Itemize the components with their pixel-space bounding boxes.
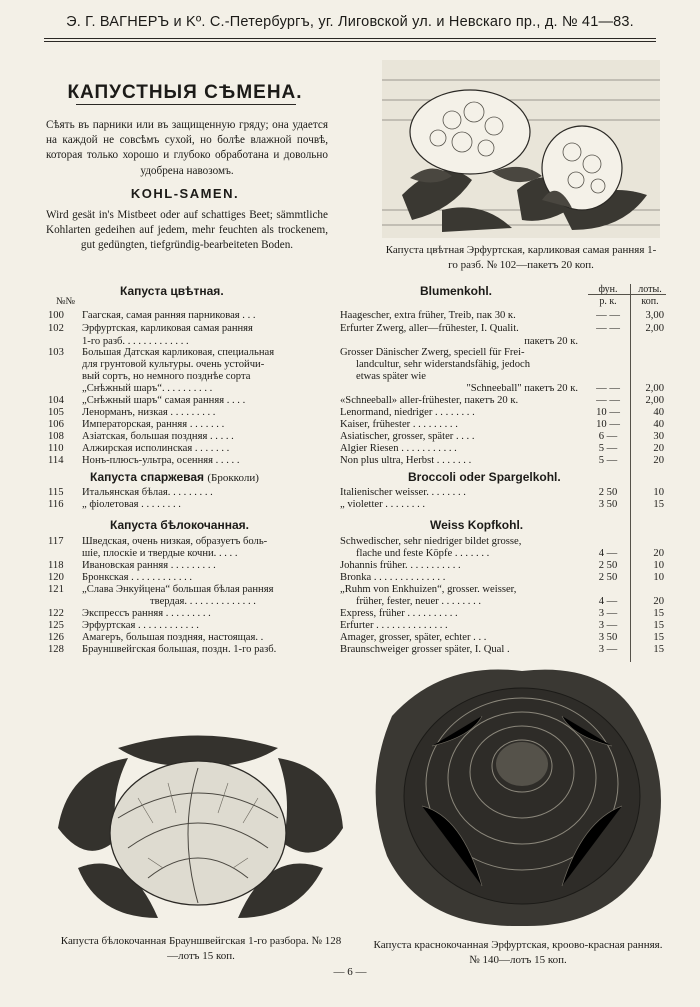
table-row: 121 „Слава Энкуйцена“ большая бѣлая ранняя „Ruhm von Enkhuizen“, grosser. weisser,	[48, 584, 517, 595]
table-row: 122 Экспрессъ ранняя . . . . . . . . . Express, früher . . . . . . . . . . 3 — 15	[48, 608, 664, 619]
table-row: 117 Шведская, очень низкая, образуетъ боль- Schwedischer, sehr niedriger bildet grosse,	[48, 536, 522, 547]
col-num-header: №№	[56, 296, 76, 307]
table-row: 100 Гаагская, самая ранняя парниковая . . . Haagescher, extra früher, Treib, пак 30 к. — — 3,00	[48, 310, 664, 321]
table-row: 118 Ивановская ранняя . . . . . . . . . Johannis früher. . . . . . . . . . . 2 50 10	[48, 560, 664, 571]
left-image-caption: Капуста бѣлокочанная Брауншвейгская 1-го разбора. № 128—лотъ 15 коп.	[60, 935, 342, 962]
table-row: 110 Алжирская исполинская . . . . . . . Algier Riesen . . . . . . . . . . . 5 — 20	[48, 443, 664, 454]
price-header-rule	[588, 294, 666, 295]
table-row: для грунтовой культуры. очень устойчи- landcultur, sehr widerstandsfähig, jedoch	[82, 359, 531, 370]
header-rule	[44, 38, 656, 39]
table-row: „Снѣжный шаръ“. . . . . . . . . . "Schneeball" пакетъ 20 к. — — 2,00	[82, 383, 664, 394]
col-price1-header: фун.	[598, 284, 618, 295]
table-row: твердая. . . . . . . . . . . . . . früher, fester, neuer . . . . . . . . 4 — 20	[150, 596, 664, 607]
intro-russian-text: Сѣять въ парники или въ защищенную гряду; она удается на каждой не совсѣмъ сухой, но болѣе влажной почвѣ, которая только хорошо и глубоко обработана и довольно удобрена навозомъ.	[46, 119, 328, 177]
table-row: вый сортъ, но немного позднѣе сорта etwas später wie	[82, 371, 427, 382]
table-row: 128 Брауншвейгская большая, поздн. 1-го разб. Braunschweiger grosser später, I. Qual . 3 — 15	[48, 644, 664, 655]
header-rule-thin	[44, 41, 656, 42]
section-1-title-ru: Капуста цвѣтная.	[120, 284, 224, 298]
right-image-caption: Капуста краснокочанная Эрфуртская, кроово-красная ранняя. № 140—лотъ 15 коп.	[373, 939, 663, 966]
section-1-title-de: Blumenkohl.	[420, 284, 493, 298]
kohl-samen-title: KOHL-SAMEN.	[130, 186, 240, 201]
table-row: 104 „Снѣжный шаръ“ самая ранняя . . . . «Schneeball» aller-frühester, пакетъ 20 к. — — 2,00	[48, 395, 664, 406]
page-number: — 6 —	[333, 966, 367, 978]
table-row: 114 Нонъ-плюсъ-ультра, осенняя . . . . . Non plus ultra, Herbst . . . . . . . 5 — 20	[48, 455, 664, 466]
red-cabbage-illustration	[362, 656, 678, 934]
white-cabbage-illustration	[48, 728, 348, 928]
table-row: 116 „ фіолетовая . . . . . . . . „ violetter . . . . . . . . 3 50 15	[48, 499, 664, 510]
section-3-title-ru: Капуста бѣлокочанная.	[110, 518, 249, 532]
section-3-title-de: Weiss Kopfkohl.	[430, 518, 524, 532]
table-row: 1-го разб. . . . . . . . . . . . . пакетъ 20 к.	[82, 336, 578, 347]
col-price2-header: лоты.	[638, 284, 662, 295]
title-underline	[76, 104, 296, 105]
table-row: 126 Амагеръ, большая поздняя, настоящая. . Amager, grosser, später, echter . . . 3 50 15	[48, 632, 664, 643]
section-2-note: (Брокколи)	[207, 472, 259, 484]
table-row: 125 Эрфуртская . . . . . . . . . . . . Erfurter . . . . . . . . . . . . . . 3 — 15	[48, 620, 664, 631]
section-title: КАПУСТНЫЯ СѢМЕНА.	[67, 82, 303, 103]
col-price2-sub: коп.	[641, 296, 659, 307]
cauliflower-illustration	[382, 60, 660, 238]
section-2-title-ru: Капуста спаржевая (Брокколи)	[90, 470, 259, 484]
page-header: Э. Г. ВАГНЕРЪ и Kº. С.-Петербургъ, уг. Лиговской ул. и Невскаго пр., д. № 41—83.	[66, 14, 634, 30]
section-2-title-de: Broccoli oder Spargelkohl.	[408, 470, 561, 484]
table-row: 108 Азіатская, большая поздняя . . . . . Asiatischer, grosser, später . . . . 6 — 30	[48, 431, 664, 442]
table-row: 106 Императорская, ранняя . . . . . . . Kaiser, frühester . . . . . . . . . 10 — 40	[48, 419, 664, 430]
table-row: 103 Большая Датская карликовая, специальная Grosser Dänischer Zwerg, speciell für Frei-	[48, 347, 525, 358]
table-row: шіе, плоскіе и твердые кочни. . . . . flache und feste Köpfe . . . . . . . 4 — 20	[82, 548, 664, 559]
top-image-caption: Капуста цвѣтная Эрфуртская, карликовая самая ранняя 1-го разб. № 102—пакетъ 20 коп.	[385, 244, 657, 271]
table-row: 115 Итальянская бѣлая. . . . . . . . . Italienischer weisser. . . . . . . . 2 50 10	[48, 487, 664, 498]
table-row: 120 Бронкская . . . . . . . . . . . . Bronka . . . . . . . . . . . . . . 2 50 10	[48, 572, 664, 583]
intro-german-text: Wird gesät in's Mistbeet oder auf schattiges Beet; sämmtliche Kohlarten gedeihen auf jedem, mehr feuchten als trockenem, gut gedüngten, tiefgründig-bearbeiteten Boden.	[46, 209, 328, 252]
table-row: 105 Ленорманъ, низкая . . . . . . . . . Lenormand, niedriger . . . . . . . . 10 — 40	[48, 407, 664, 418]
table-row: 102 Эрфуртская, карликовая самая ранняя Erfurter Zwerg, aller—frühester, I. Qualit. — — 2,00	[48, 323, 664, 334]
col-price1-sub: р. к.	[599, 296, 617, 307]
